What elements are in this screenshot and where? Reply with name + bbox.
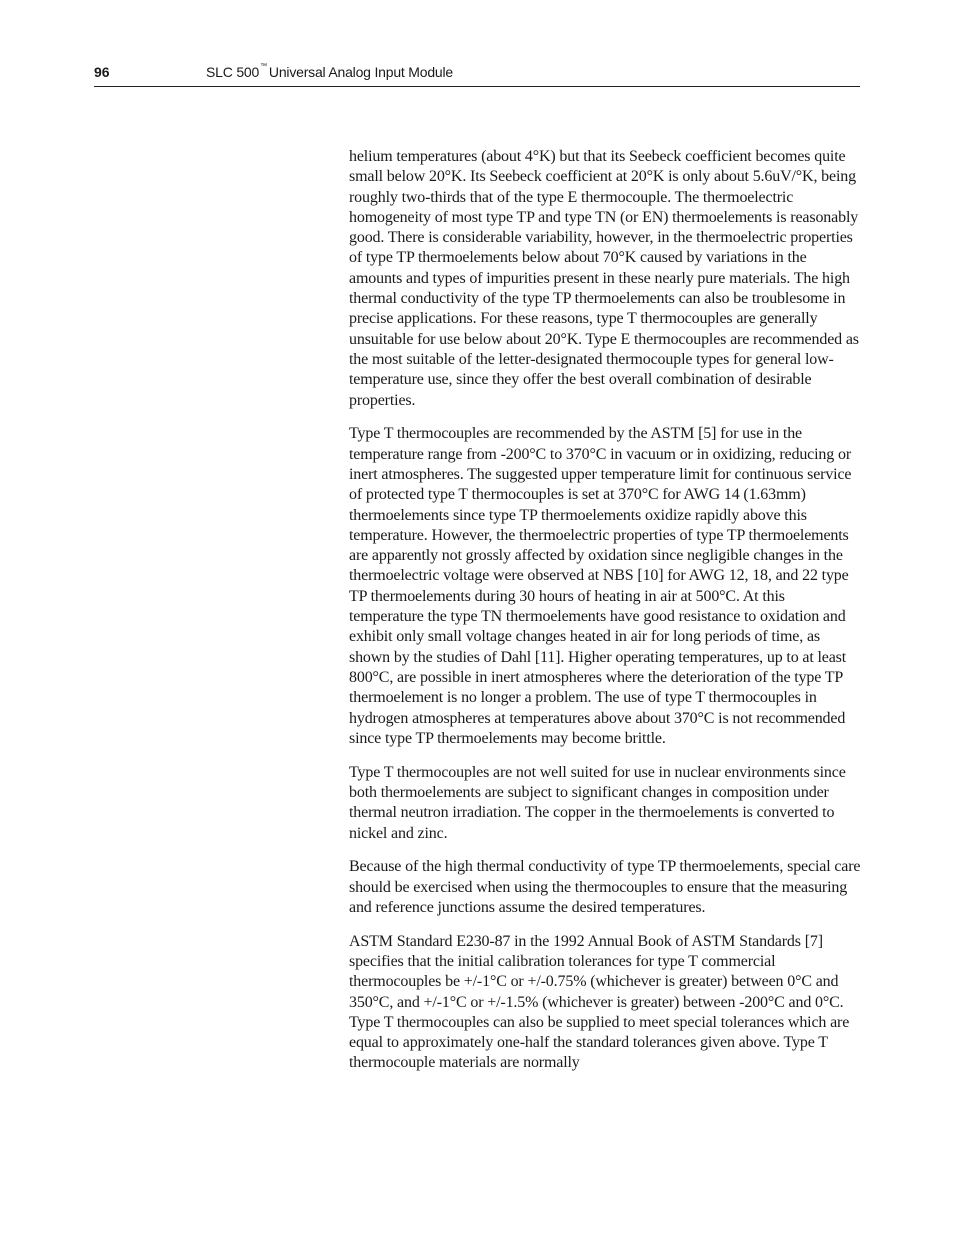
body-text bbox=[349, 147, 861, 1087]
running-title-rest: Universal Analog Input Module bbox=[268, 64, 454, 80]
paragraph-calibration-tolerances: ASTM Standard E230-87 in the 1992 Annual Book of ASTM Standards [7] specifies that the initial calibration tolerances for type T commercial thermocouples be +/-1°C or +/-0.75% (whichever is greater) between 0°C and 350°C, and +/-1°C or +/-1.5% (whichever is greater) between -200°C and 0°C. Type T thermocouples can also be supplied to meet special tolerances which are equal to approximately one-half the standard tolerances given above. Type T thermocouple materials are normally bbox=[349, 932, 850, 1072]
paragraph-low-temperature: helium temperatures (about 4°K) but that its Seebeck coefficient becomes quite small below 20°K. Its Seebeck coefficient at 20°K is only about 5.6uV/°K, being roughly two-thirds that of the type E thermocouple. The thermoelectric homogeneity of most type TP and type TN (or EN) thermoelements is reasonably good. There is considerable variability, however, in the thermoelectric properties of type TP thermoelements below about 70°K caused by variations in the amounts and types of impurities present in these nearly pure materials. The high thermal conductivity of the type TP thermoelements can also be troublesome in precise applications. For these reasons, type T thermocouples are generally unsuitable for use below about 20°K. Type E thermocouples are recommended as the most suitable of the letter-designated thermocouple types for general low-temperature use, since they offer the best overall combination of desirable properties. bbox=[349, 148, 859, 409]
paragraph-thermal-conductivity: Because of the high thermal conductivity of type TP thermoelements, special care should be exercised when using the thermocouples to ensure that the measuring and reference junctions assume the desired temperatures. bbox=[349, 858, 861, 916]
paragraph-nuclear-environments: Type T thermocouples are not well suited for use in nuclear environments since both thermoelements are subject to significant changes in composition under thermal neutron irradiation. The copper in the thermoelements is converted to nickel and zinc. bbox=[349, 763, 846, 842]
paragraph-astm-recommendation: Type T thermocouples are recommended by the ASTM [5] for use in the temperature range from -200°C to 370°C in vacuum or in oxidizing, reducing or inert atmospheres. The suggested upper temperature limit for continuous service of protected type T thermocouples is set at 370°C for AWG 14 (1.63mm) thermoelements since type TP thermoelements oxidize rapidly above this temperature. However, the thermoelectric properties of type TP thermoelements are apparently not grossly affected by oxidation since negligible changes in the thermoelectric voltage were observed at NBS [10] for AWG 12, 18, and 22 type TP thermoelements during 30 hours of heating in air at 500°C. At this temperature the type TN thermoelements have good resistance to oxidation and exhibit only small voltage changes heated in air for long periods of time, as shown by the studies of Dahl [11]. Higher operating temperatures, up to at least 800°C, are possible in inert atmospheres where the deterioration of the type TP thermoelement is no longer a problem. The use of type T thermocouples in hydrogen atmospheres at temperatures above about 370°C is not recommended since type TP thermoelements may become brittle. bbox=[349, 425, 852, 747]
running-title bbox=[206, 64, 453, 80]
page-header bbox=[94, 62, 860, 87]
trademark-mark: ™ bbox=[260, 63, 267, 70]
running-title-product: SLC 500 bbox=[206, 64, 260, 80]
page-number: 96 bbox=[94, 64, 110, 80]
